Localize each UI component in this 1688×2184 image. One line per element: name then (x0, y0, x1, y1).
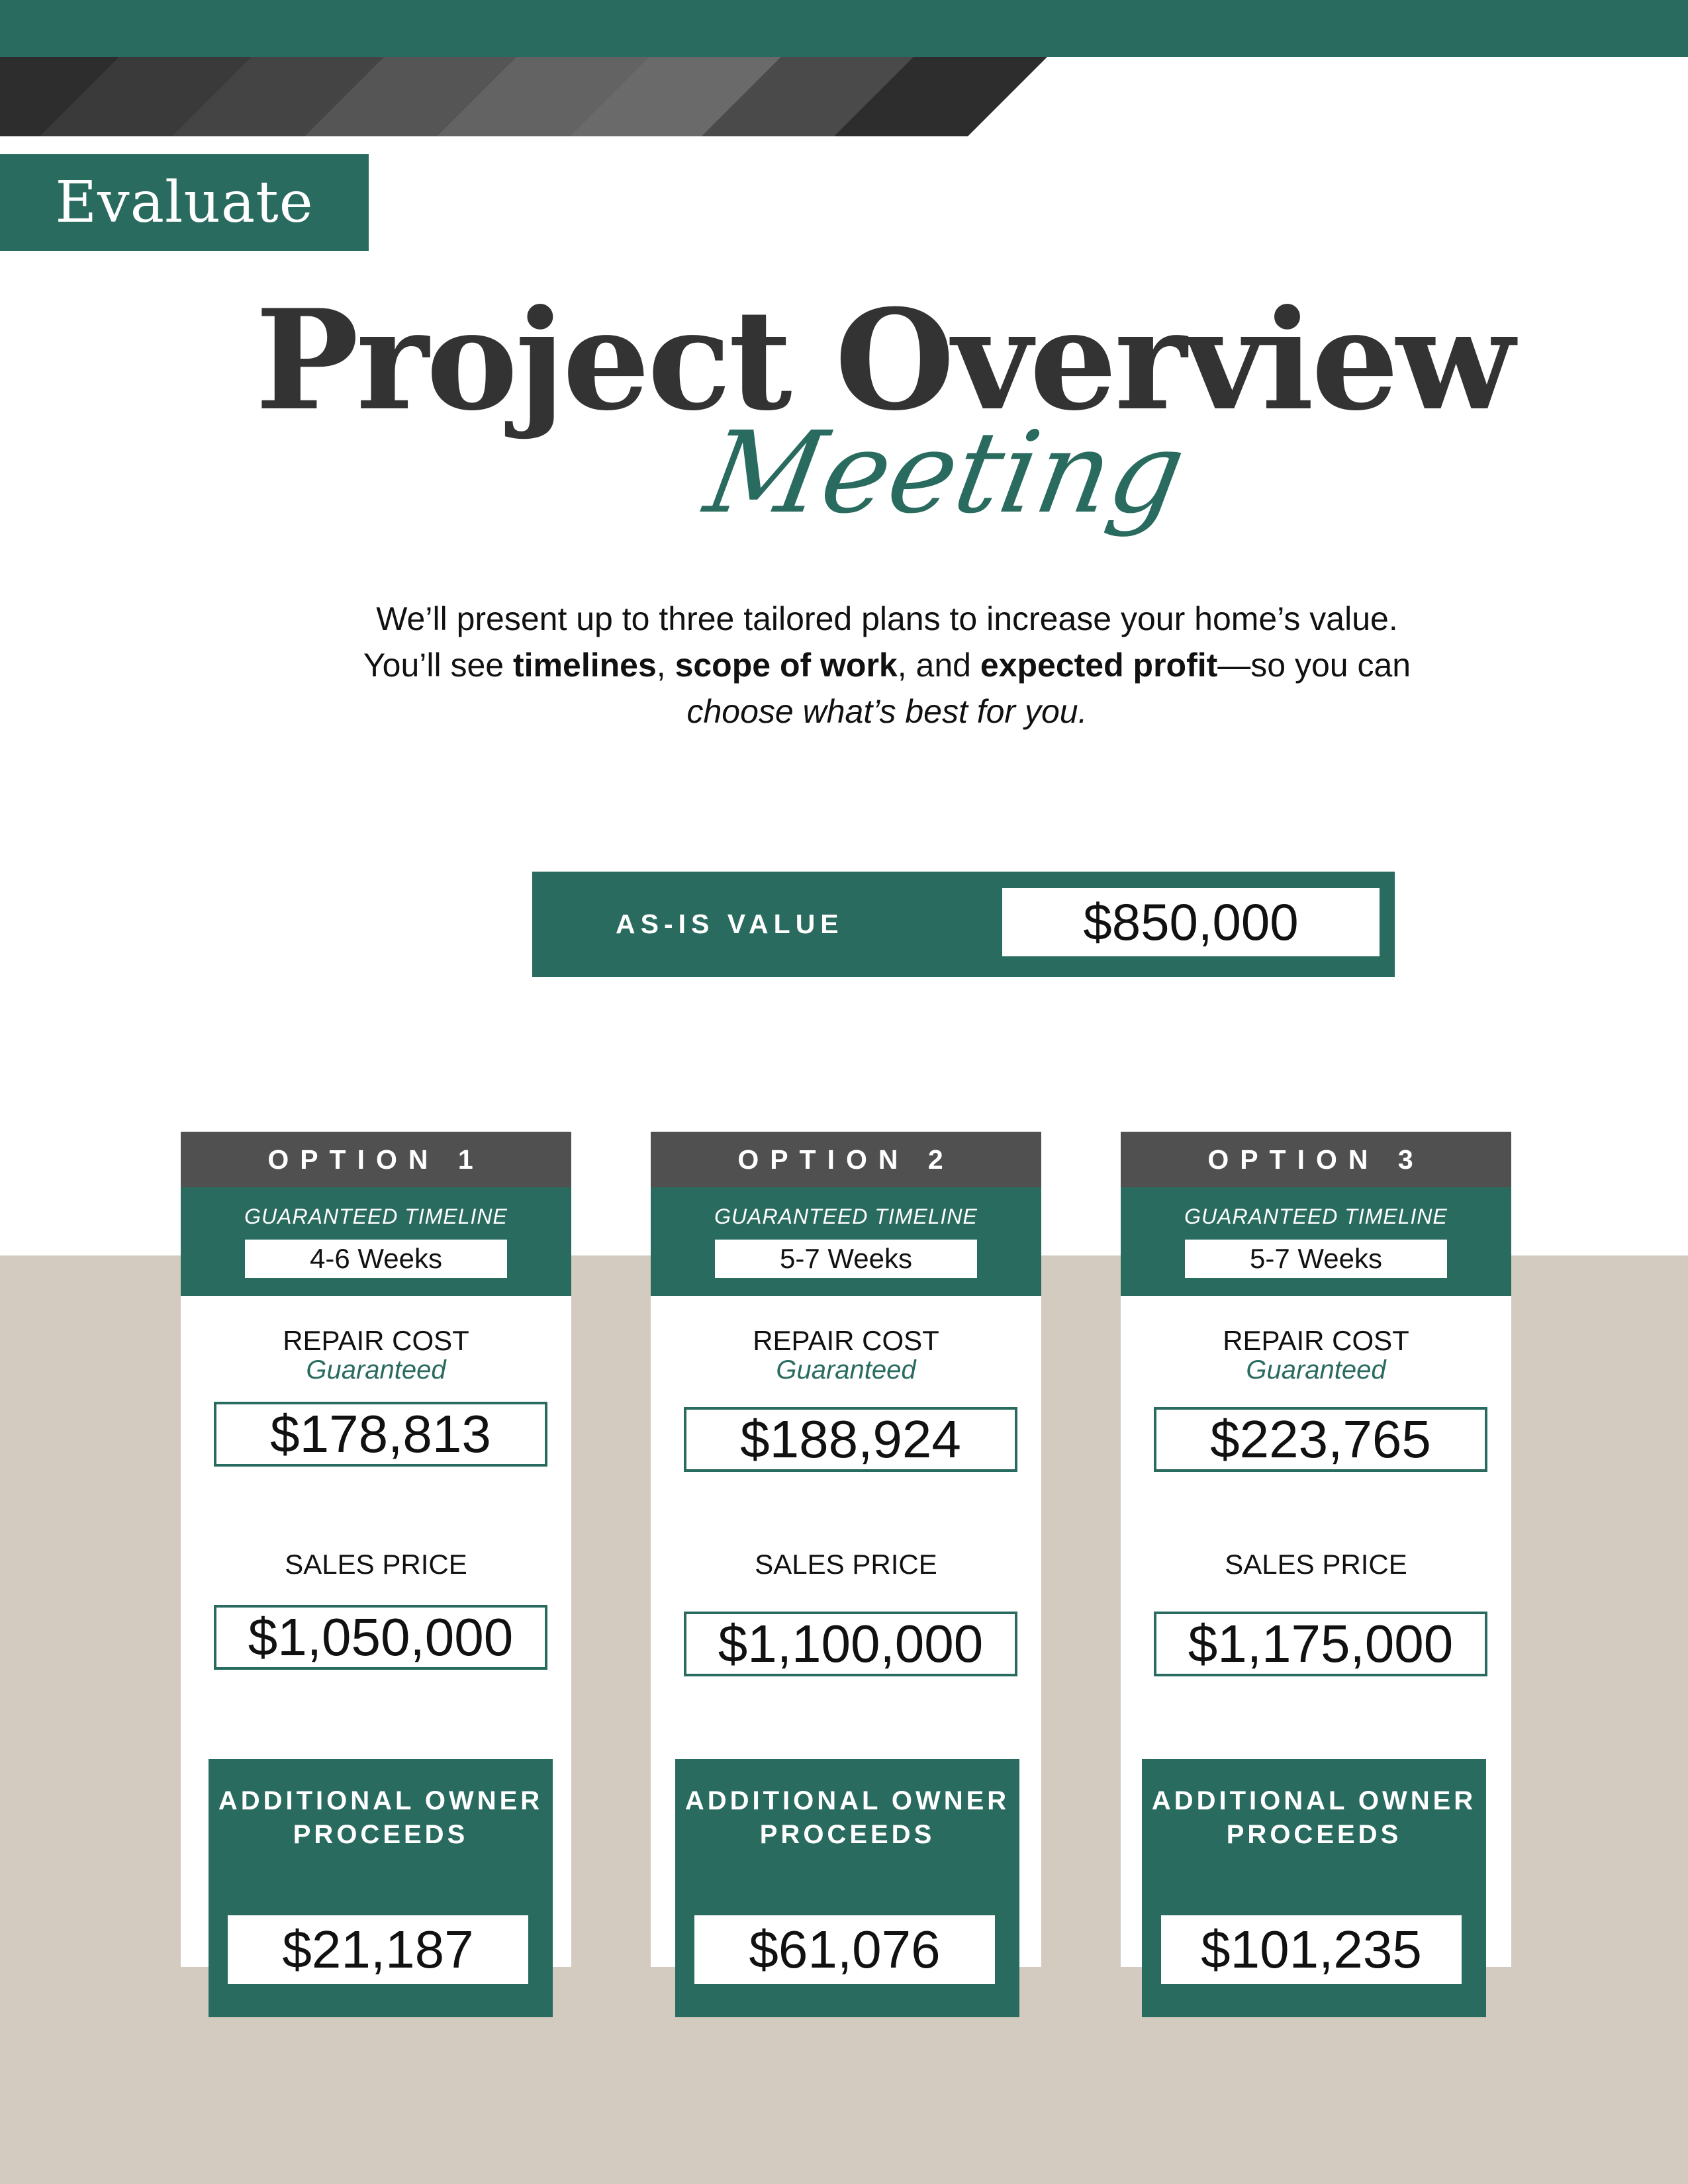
repair-cost-label: REPAIR COST (283, 1325, 469, 1356)
timeline-value: 5-7 Weeks (1185, 1240, 1447, 1278)
repair-cost-label: REPAIR COST (1223, 1325, 1409, 1356)
section-tag (0, 154, 369, 251)
sales-price-value: $1,050,000 (214, 1605, 547, 1670)
proceeds-value: $61,076 (694, 1915, 995, 1984)
timeline-block (181, 1187, 571, 1296)
proceeds-label: ADDITIONAL OWNER PROCEEDS (218, 1786, 543, 1849)
repair-cost-value: $223,765 (1154, 1407, 1487, 1472)
as-is-label: AS-IS VALUE (616, 909, 844, 939)
proceeds-value: $21,187 (228, 1915, 528, 1984)
timeline-value: 5-7 Weeks (715, 1240, 977, 1278)
page-subtitle: Meeting (696, 408, 1194, 539)
option-header: OPTION 1 (181, 1132, 571, 1187)
timeline-label: GUARANTEED TIMELINE (244, 1205, 508, 1228)
proceeds-label: ADDITIONAL OWNER PROCEEDS (1151, 1786, 1477, 1849)
timeline-label: GUARANTEED TIMELINE (1184, 1205, 1448, 1228)
timeline-label: GUARANTEED TIMELINE (714, 1205, 978, 1228)
proceeds-value: $101,235 (1161, 1915, 1462, 1984)
repair-cost-label: REPAIR COST (753, 1325, 939, 1356)
decorative-stripes (0, 57, 1688, 136)
repair-cost-guaranteed: Guaranteed (306, 1355, 446, 1385)
intro-paragraph (199, 596, 1575, 735)
proceeds-block-1 (209, 1759, 553, 2017)
as-is-value-banner (532, 872, 1395, 977)
as-is-value: $850,000 (1002, 888, 1380, 956)
repair-cost-guaranteed: Guaranteed (1246, 1355, 1386, 1385)
proceeds-block-3 (1142, 1759, 1486, 2017)
section-tag-label: Evaluate (55, 169, 314, 236)
option-header: OPTION 2 (651, 1132, 1041, 1187)
intro-line-2: You’ll see timelines, scope of work, and expected profit—so you can (363, 647, 1411, 684)
sales-price-label: SALES PRICE (285, 1549, 467, 1580)
sales-price-value: $1,175,000 (1154, 1612, 1487, 1676)
proceeds-label: ADDITIONAL OWNER PROCEEDS (684, 1786, 1010, 1849)
repair-cost-guaranteed: Guaranteed (776, 1355, 916, 1385)
sales-price-label: SALES PRICE (1225, 1549, 1407, 1580)
timeline-block (651, 1187, 1041, 1296)
page-title: Project Overview (255, 280, 1513, 441)
option-header: OPTION 3 (1121, 1132, 1511, 1187)
intro-line-1: We’ll present up to three tailored plans to increase your home’s value. (376, 600, 1398, 637)
repair-cost-value: $188,924 (684, 1407, 1017, 1472)
timeline-block (1121, 1187, 1511, 1296)
intro-line-3: choose what’s best for you. (686, 693, 1088, 730)
top-accent-bar (0, 0, 1688, 57)
repair-cost-value: $178,813 (214, 1402, 547, 1467)
proceeds-block-2 (675, 1759, 1019, 2017)
timeline-value: 4-6 Weeks (245, 1240, 507, 1278)
sales-price-value: $1,100,000 (684, 1612, 1017, 1676)
sales-price-label: SALES PRICE (755, 1549, 937, 1580)
